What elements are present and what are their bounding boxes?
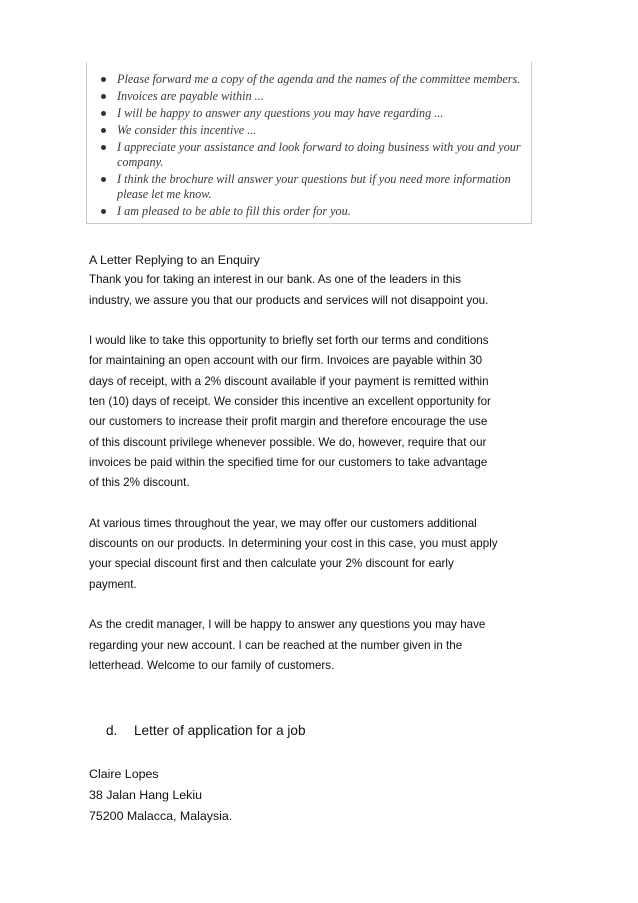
list-item: Please forward me a copy of the agenda and the names of the committee members. (93, 72, 525, 87)
section-letter: d. (106, 723, 118, 738)
letter-title: A Letter Replying to an Enquiry (89, 253, 260, 267)
letter-paragraph: I would like to take this opportunity to briefly set forth our terms and conditions for maintaining an open account with our firm. Invoices are payable within 30 days of receipt, with a 2% discount available if your payment is remitted within ten (10) days of receipt. We consider this incentive an excellent opportunity for our customers to increase their profit margin and therefore encourage the use of this discount privilege whenever possible. We do, however, require that our invoices be paid within the specified time for our customers to take advantage of this 2% discount. (89, 334, 491, 490)
phrase-list (93, 72, 525, 219)
bullet-icon (101, 145, 106, 150)
letter-paragraph: Thank you for taking an interest in our bank. As one of the leaders in this industry, we assure you that our products and services will not disappoint you. (89, 273, 489, 307)
bullet-icon (101, 111, 106, 116)
address-line: 38 Jalan Hang Lekiu (89, 788, 202, 802)
list-item: I am pleased to be able to fill this order for you. (93, 204, 525, 219)
list-item: I will be happy to answer any questions you may have regarding ... (93, 106, 525, 121)
list-item: We consider this incentive ... (93, 123, 525, 138)
bullet-icon (101, 94, 106, 99)
bullet-icon (101, 128, 106, 133)
phrase-list-box (86, 62, 532, 224)
sender-address (89, 764, 232, 827)
letter-body (89, 250, 499, 697)
bullet-icon (101, 77, 106, 82)
letter-paragraph: As the credit manager, I will be happy to answer any questions you may have regarding your new account. I can be reached at the number given in the letterhead. Welcome to our family of customers. (89, 618, 486, 672)
section-title: Letter of application for a job (134, 723, 306, 738)
address-line: Claire Lopes (89, 767, 159, 781)
bullet-icon (101, 209, 106, 214)
letter-paragraph: At various times throughout the year, we may offer our customers additional discounts on our products. In determining your cost in this case, you must apply your special discount first and then calculate your 2% discount for early payment. (89, 516, 498, 591)
list-item: I appreciate your assistance and look forward to doing business with you and your company. (93, 140, 525, 170)
address-line: 75200 Malacca, Malaysia. (89, 809, 233, 823)
list-item: Invoices are payable within ... (93, 89, 525, 104)
bullet-icon (101, 177, 106, 182)
list-item: I think the brochure will answer your questions but if you need more information please let me know. (93, 172, 525, 202)
section-heading (106, 723, 306, 738)
